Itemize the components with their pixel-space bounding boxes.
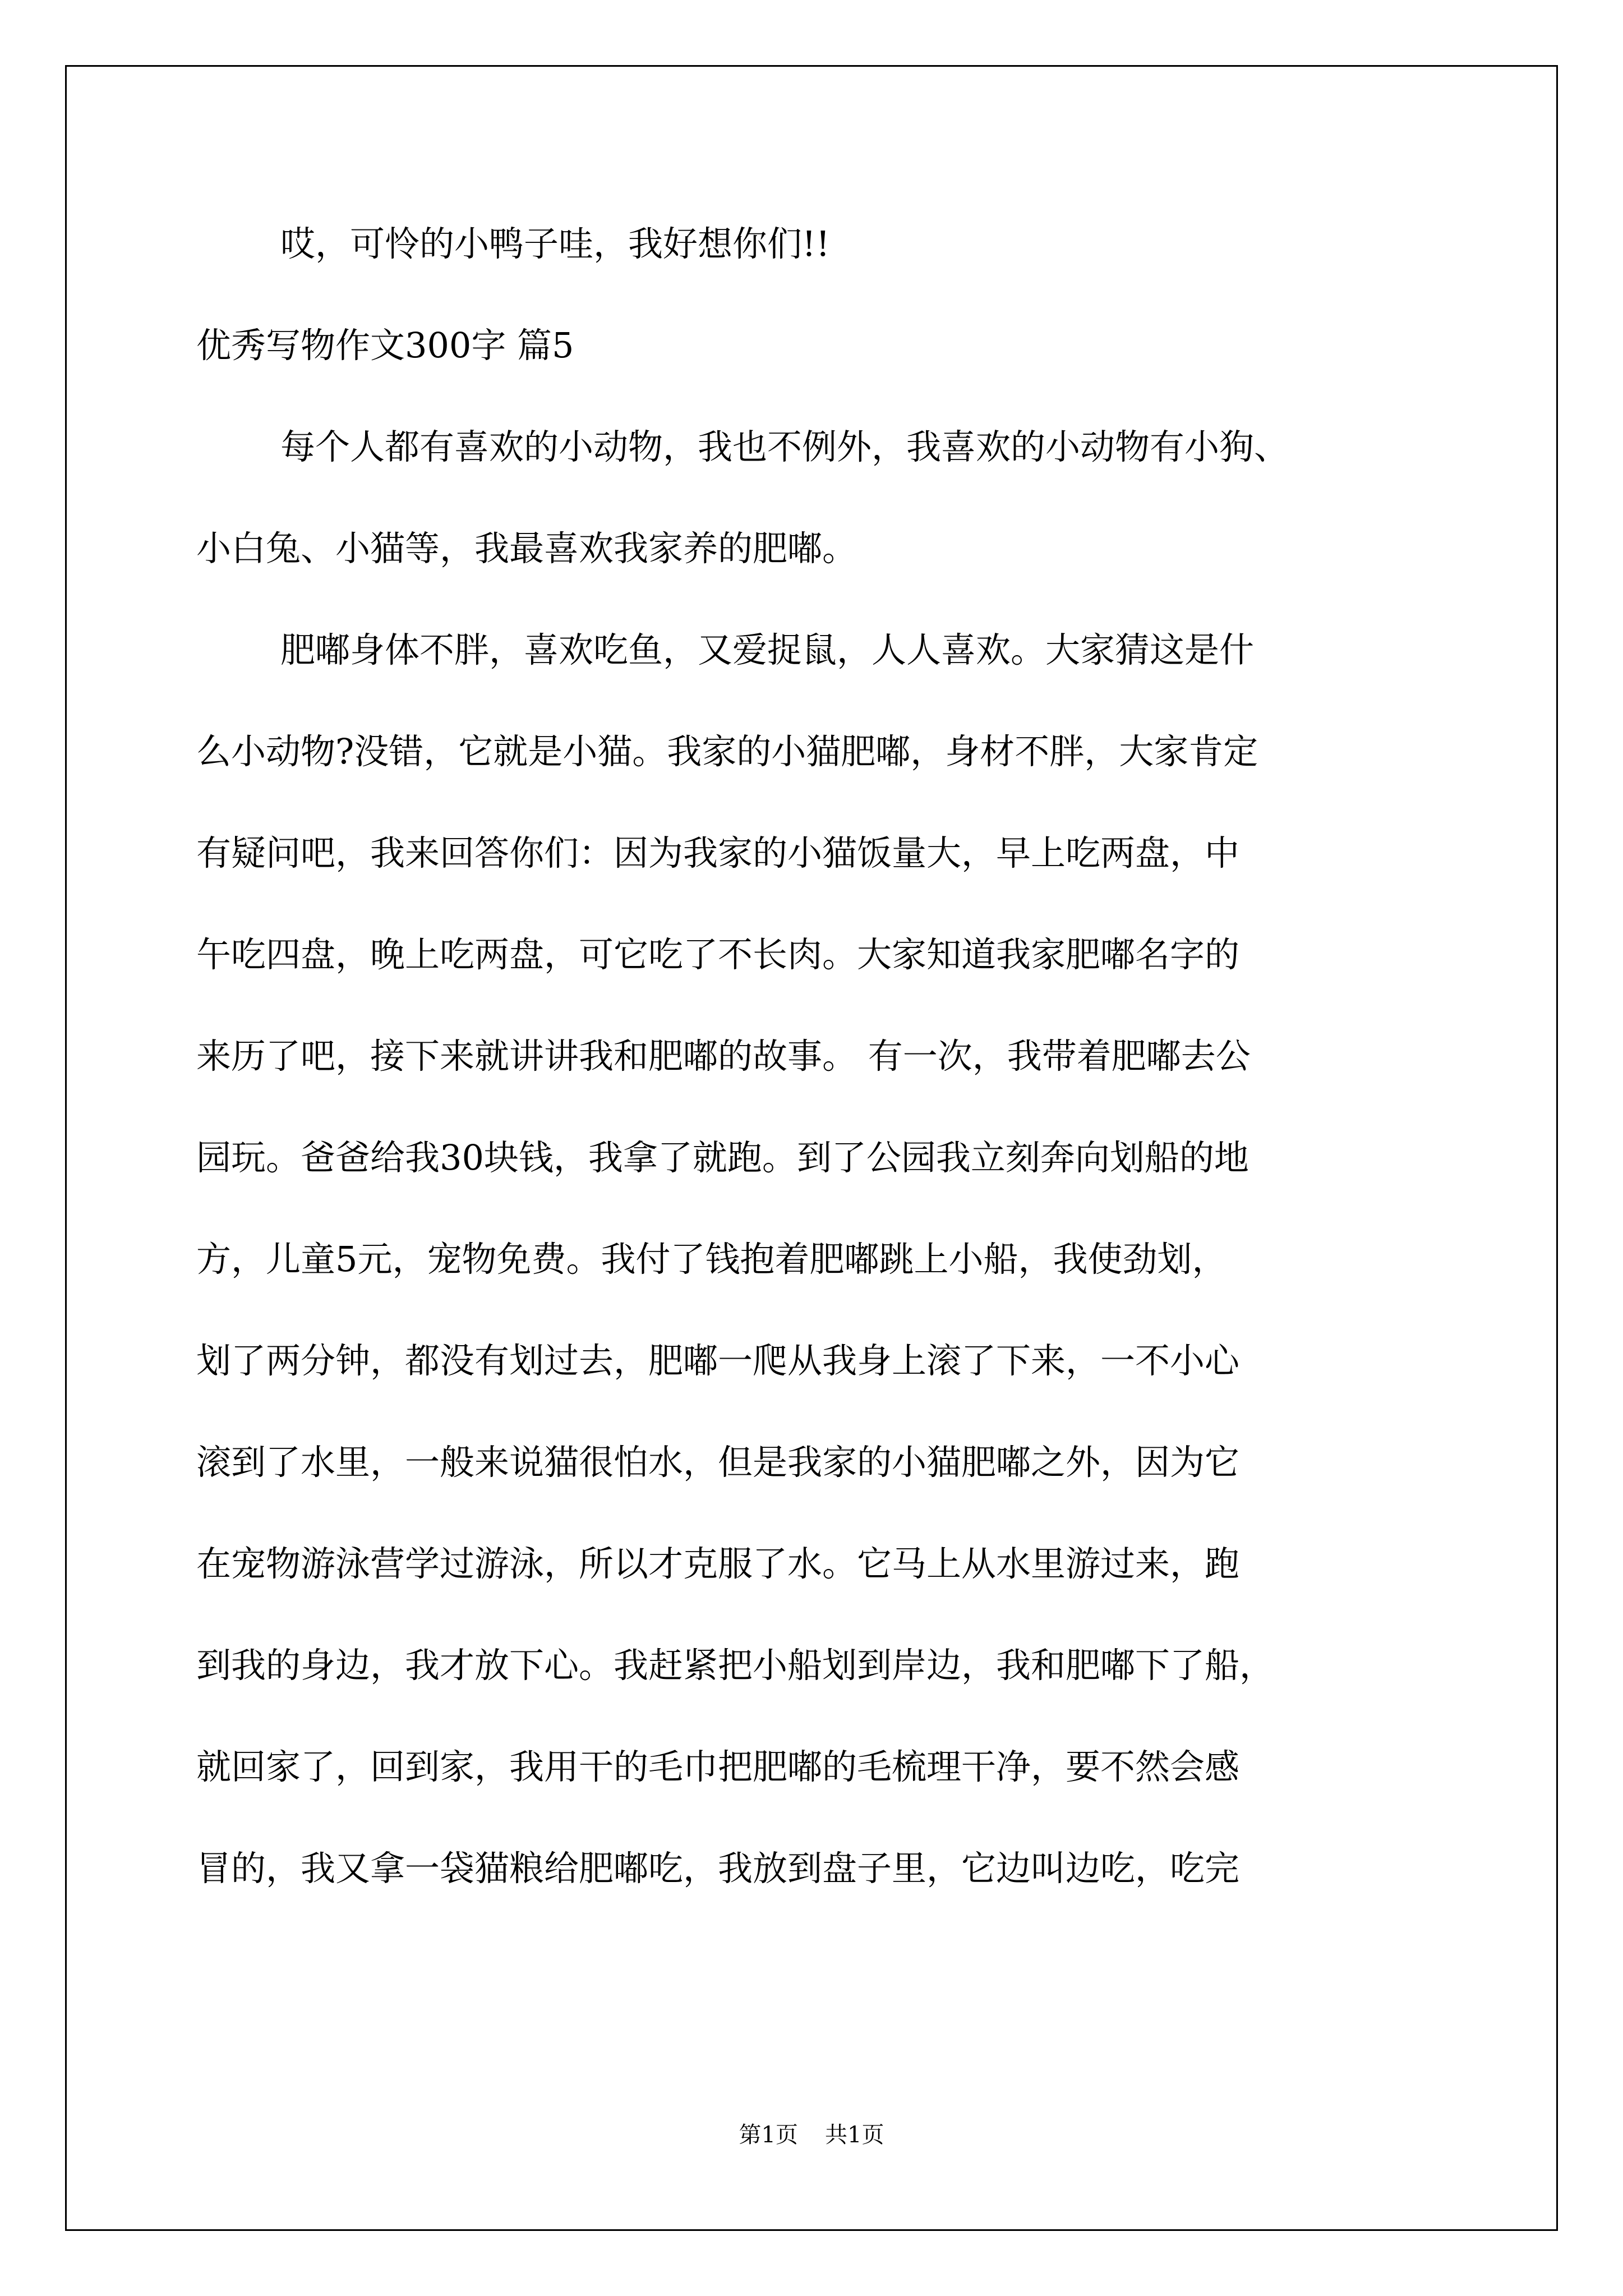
paragraph-line: 午吃四盘，晚上吃两盘，可它吃了不长肉。大家知道我家肥嘟名字的 [196,934,1240,975]
paragraph-line: 冒的，我又拿一袋猫粮给肥嘟吃，我放到盘子里，它边叫边吃，吃完 [196,1848,1240,1889]
paragraph-line: 每个人都有喜欢的小动物，我也不例外，我喜欢的小动物有小狗、 [280,426,1289,467]
paragraph-line: 哎，可怜的小鸭子哇，我好想你们!! [280,223,830,264]
page-footer [0,2122,1623,2148]
section-heading: 优秀写物作文300字 篇5 [196,325,574,366]
paragraph-line: 就回家了，回到家，我用干的毛巾把肥嘟的毛梳理干净，要不然会感 [196,1746,1240,1787]
paragraph-line: 划了两分钟，都没有划过去，肥嘟一爬从我身上滚了下来，一不小心 [196,1340,1240,1381]
page-number-current: 第1页 [739,2122,798,2148]
paragraph-line: 到我的身边，我才放下心。我赶紧把小船划到岸边，我和肥嘟下了船， [196,1645,1275,1686]
paragraph-line: 园玩。爸爸给我30块钱，我拿了就跑。到了公园我立刻奔向划船的地 [196,1137,1249,1178]
paragraph-line: 么小动物?没错，它就是小猫。我家的小猫肥嘟，身材不胖，大家肯定 [196,731,1258,772]
paragraph-line: 肥嘟身体不胖，喜欢吃鱼，又爱捉鼠，人人喜欢。大家猜这是什 [280,629,1255,670]
paragraph-line: 有疑问吧，我来回答你们：因为我家的小猫饭量大，早上吃两盘，中 [196,832,1240,873]
paragraph-line: 在宠物游泳营学过游泳，所以才克服了水。它马上从水里游过来，跑 [196,1543,1240,1584]
paragraph-line: 小白兔、小猫等，我最喜欢我家养的肥嘟。 [196,528,857,569]
paragraph-line: 来历了吧，接下来就讲讲我和肥嘟的故事。 有一次，我带着肥嘟去公 [196,1036,1251,1076]
paragraph-line: 滚到了水里，一般来说猫很怕水，但是我家的小猫肥嘟之外，因为它 [196,1442,1240,1483]
document-body [196,219,1436,1945]
page-number-total: 共1页 [825,2122,884,2148]
paragraph-line: 方，儿童5元，宠物免费。我付了钱抱着肥嘟跳上小船，我使劲划， [196,1239,1227,1280]
